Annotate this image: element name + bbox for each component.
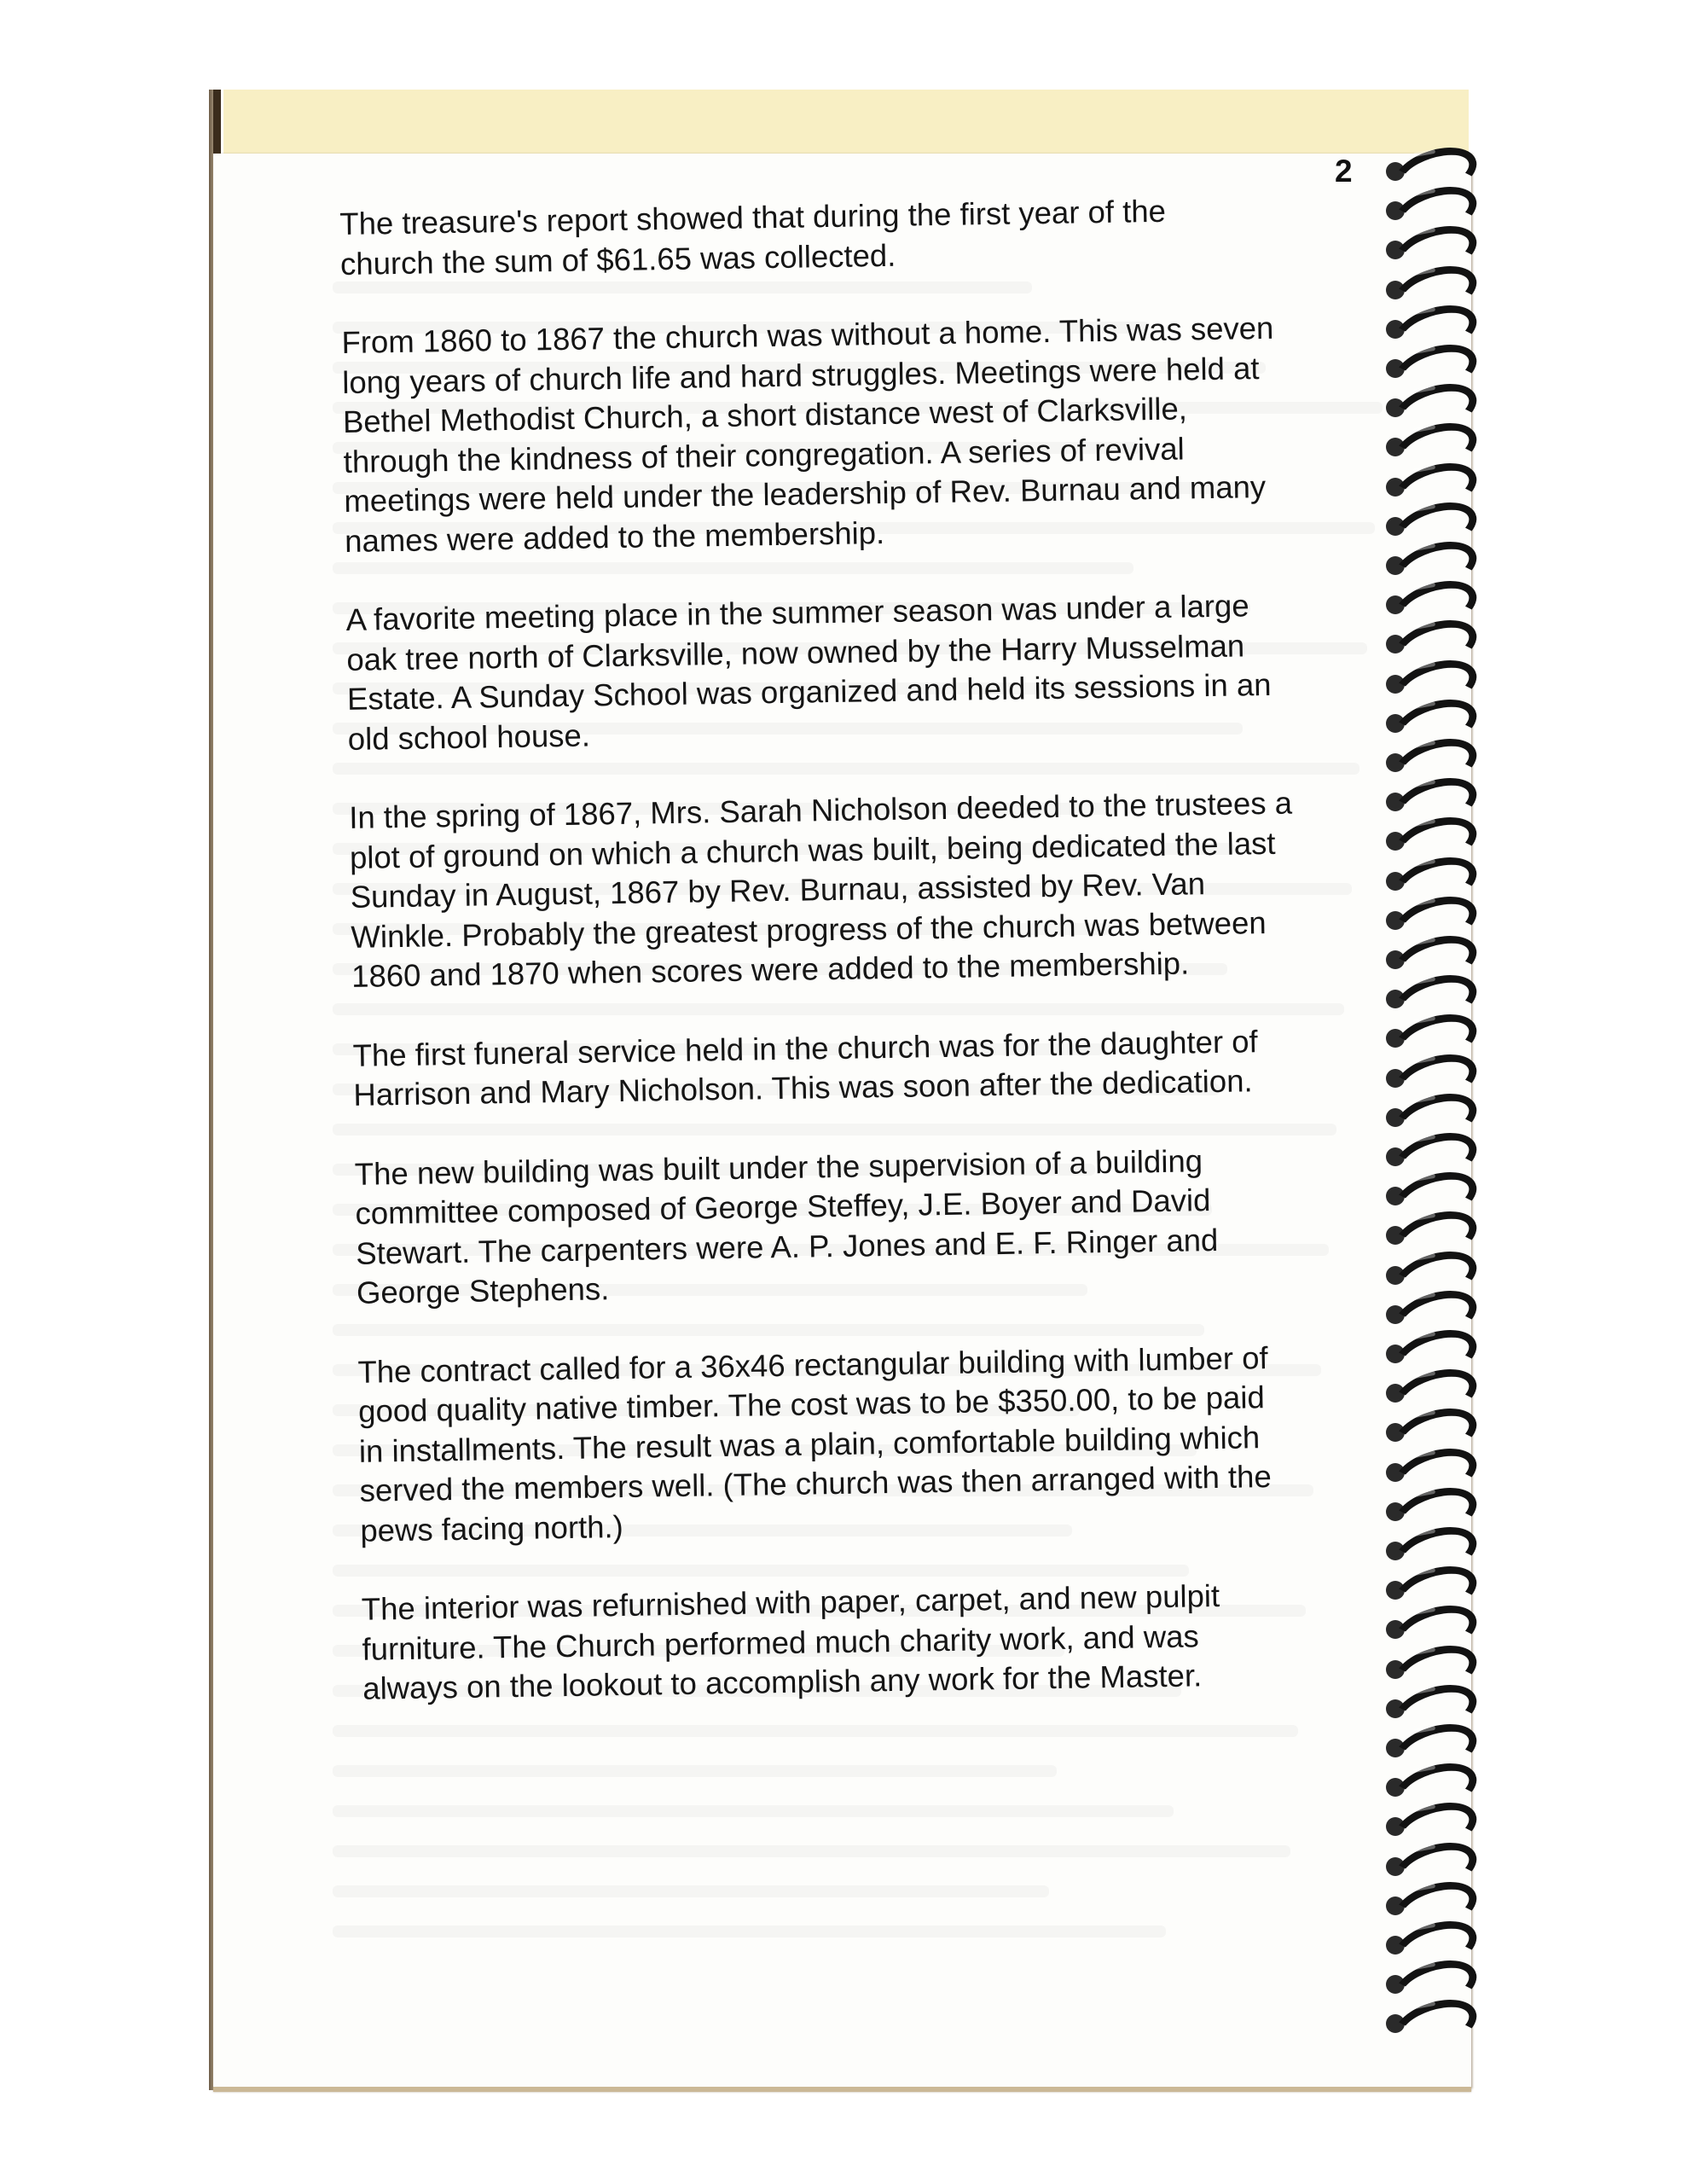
spiral-coil (1377, 1367, 1471, 1409)
spiral-coil (1377, 224, 1471, 266)
spiral-coil (1377, 500, 1471, 543)
spiral-coil (1377, 1170, 1471, 1212)
spiral-binding (1377, 145, 1471, 2048)
spiral-coil (1377, 1485, 1471, 1528)
spiral-coil (1377, 697, 1471, 740)
paragraph-first-funeral: The first funeral service held in the church was for the daughter of Harrison and Mary Nicholson. This was soon after the dedication. (352, 1023, 1258, 1112)
spiral-coil (1377, 264, 1471, 306)
spiral-coil (1377, 1879, 1471, 1922)
spiral-coil (1377, 736, 1471, 779)
spiral-coil (1377, 855, 1471, 897)
paragraph-land-deed: In the spring of 1867, Mrs. Sarah Nicholson deeded to the trustees a plot of ground on which a church was built, being dedicated the last Sunday in August, 1867 by Rev. Burnau, assisted by Rev. Van Winkle. Probably the greatest progress of the church was between 1860 and 1870 when scores were added to the membership. (348, 785, 1293, 994)
spiral-coil (1377, 933, 1471, 976)
spiral-coil (1377, 342, 1471, 385)
paragraph-interior: The interior was refurnished with paper, carpet, and new pulpit furniture. The Church performed much charity work, and was always on the lookout to accomplish any work for the Master. (361, 1577, 1220, 1706)
spiral-coil (1377, 815, 1471, 857)
spiral-coil (1377, 461, 1471, 503)
spiral-coil (1377, 1052, 1471, 1095)
spiral-coil (1377, 973, 1471, 1015)
spiral-coil (1377, 1525, 1471, 1567)
spiral-coil (1377, 1958, 1471, 2001)
spiral-coil (1377, 381, 1471, 424)
spiral-coil (1377, 1800, 1471, 1843)
spiral-coil (1377, 658, 1471, 700)
spiral-coil (1377, 1643, 1471, 1686)
paragraph-building-committee: The new building was built under the supervision of a building committee composed of George Steffey, J.E. Boyer and David Stewart. The carpenters were A. P. Jones and E. F. Ringer and George Stephens. (354, 1142, 1219, 1310)
spiral-coil (1377, 1564, 1471, 1606)
spiral-coil (1377, 1722, 1471, 1764)
spiral-coil (1377, 184, 1471, 227)
spiral-coil (1377, 1406, 1471, 1449)
spiral-coil (1377, 1446, 1471, 1489)
spiral-coil (1377, 421, 1471, 463)
spiral-coil (1377, 1012, 1471, 1054)
spiral-coil (1377, 145, 1471, 188)
page-tab-mark (213, 90, 221, 154)
spiral-coil (1377, 1603, 1471, 1646)
spiral-coil (1377, 1288, 1471, 1331)
paragraph-meeting-place: A favorite meeting place in the summer season was under a large oak tree north of Clarksville, now owned by the Harry Musselman Estate. A Sunday School was organized and held its sessions in an old school house. (345, 588, 1272, 757)
spiral-coil (1377, 894, 1471, 937)
spiral-coil (1377, 539, 1471, 582)
spiral-coil (1377, 303, 1471, 346)
paragraph-without-home: From 1860 to 1867 the church was without a home. This was seven long years of church life and hard struggles. Meetings were held at Bethel Methodist Church, a short distance west of Clarksville, through the kindness of their congregation. A series of revival meetings were held under the leadership of Rev. Burnau and many names were added to the membership. (341, 310, 1274, 559)
spiral-coil (1377, 1130, 1471, 1173)
spiral-coil (1377, 618, 1471, 660)
spiral-coil (1377, 1249, 1471, 1292)
spiral-coil (1377, 1840, 1471, 1883)
paragraph-treasurer-report: The treasure's report showed that during the first year of the church the sum of $61.65 was collected. (339, 193, 1167, 282)
spiral-coil (1377, 775, 1471, 818)
page-bottom-edge (213, 2087, 1471, 2092)
spiral-coil (1377, 1919, 1471, 1961)
paragraph-contract: The contract called for a 36x46 rectangular building with lumber of good quality native timber. The cost was to be $350.00, to be paid in installments. The result was a plain, comfortable building which served the members well. (The church was then arranged with the pews facing north.) (357, 1339, 1272, 1548)
spiral-coil (1377, 1209, 1471, 1252)
spiral-coil (1377, 1091, 1471, 1134)
underlying-page (223, 90, 1469, 158)
page-body (339, 189, 1417, 1749)
spiral-coil (1377, 1682, 1471, 1725)
spiral-coil (1377, 1761, 1471, 1804)
spiral-coil (1377, 578, 1471, 621)
spiral-coil (1377, 1327, 1471, 1370)
page-number: 2 (1335, 154, 1353, 189)
spiral-coil (1377, 1997, 1471, 2040)
